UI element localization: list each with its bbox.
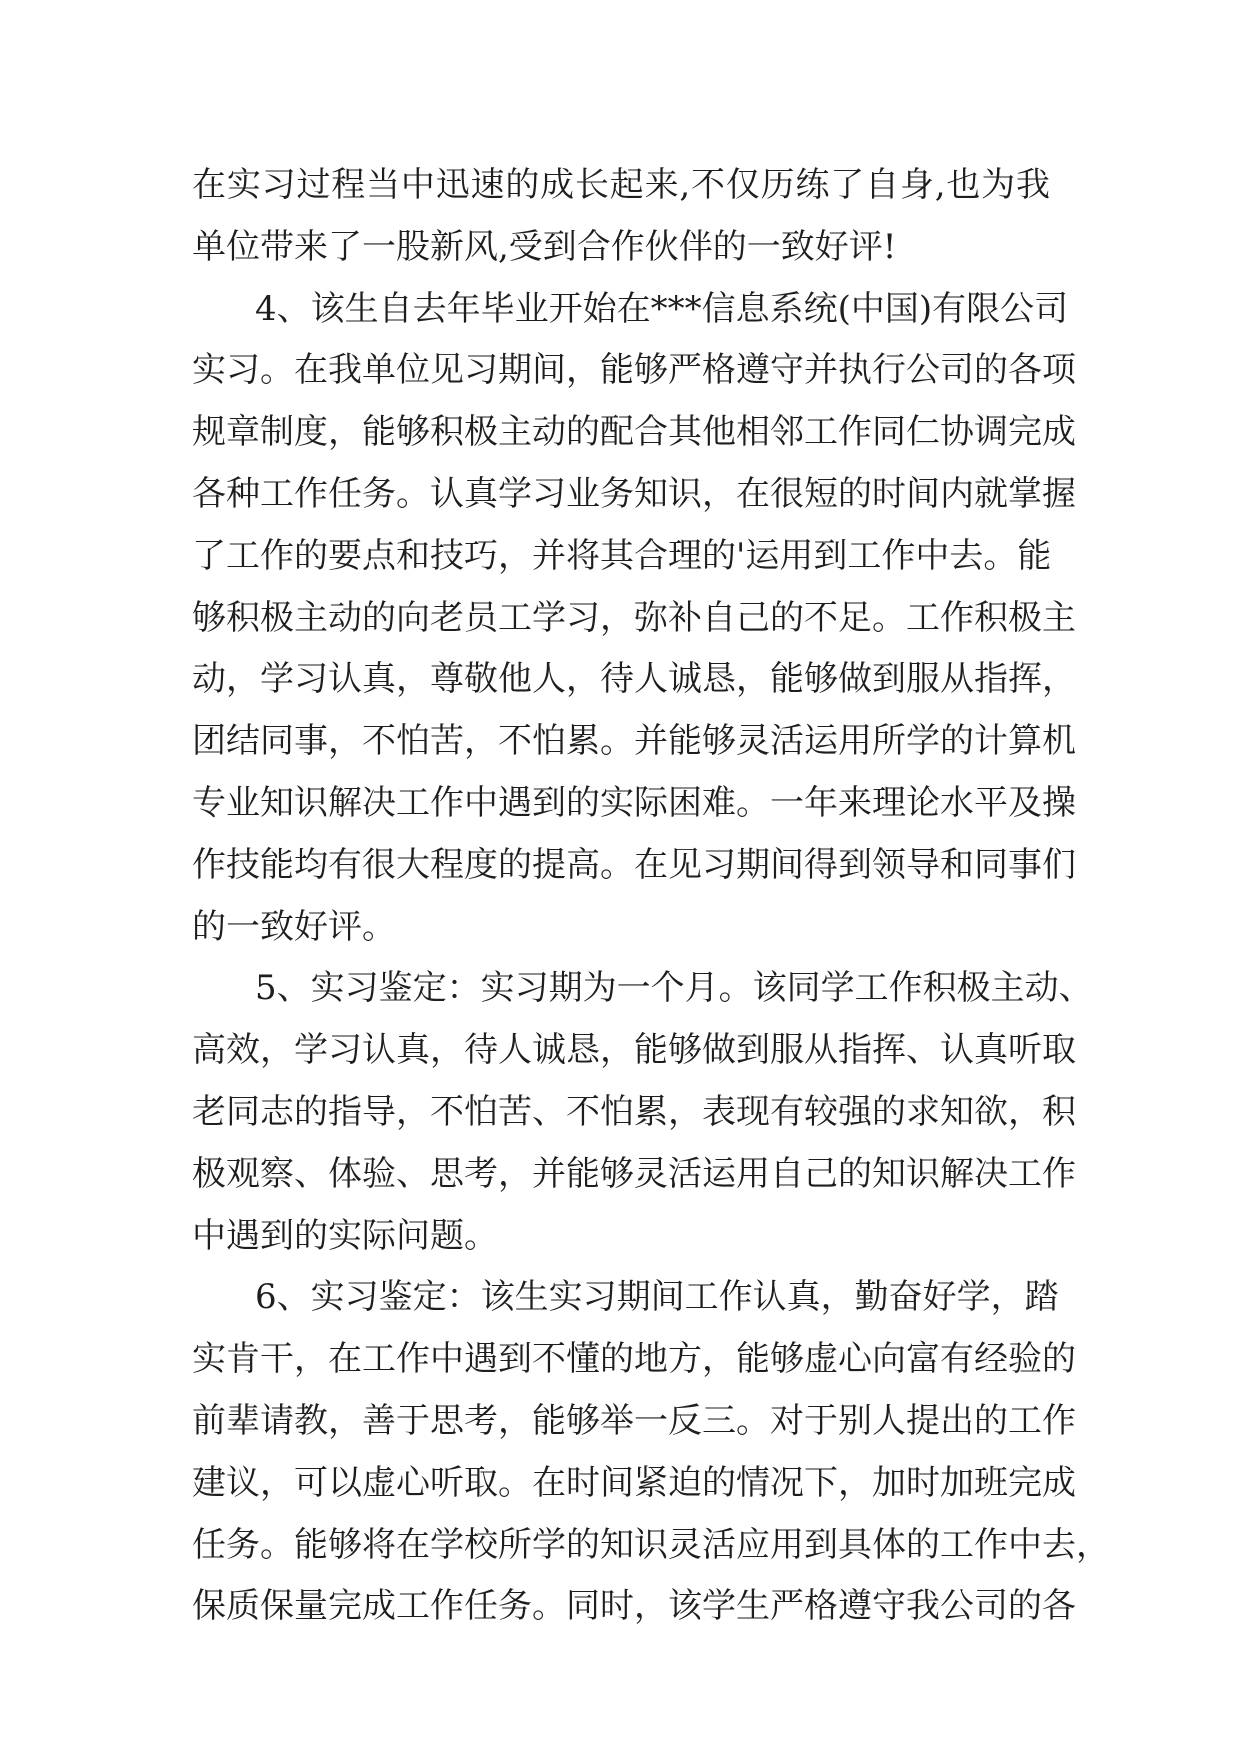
text-line: 规章制度，能够积极主动的配合其他相邻工作同仁协调完成 [192, 412, 1076, 453]
text-line: 作技能均有很大程度的提高。在见习期间得到领导和同事们 [192, 844, 1076, 885]
text-line: 动，学习认真，尊敬他人，待人诚恳，能够做到服从指挥， [192, 659, 1076, 700]
text-line: 保质保量完成工作任务。同时，该学生严格遵守我公司的各 [192, 1586, 1076, 1627]
text-line: 实肯干，在工作中遇到不懂的地方，能够虚心向富有经验的 [192, 1339, 1076, 1380]
text-line: 的一致好评。 [192, 906, 396, 947]
text-line: 4、该生自去年毕业开始在***信息系统(中国)有限公司 [255, 288, 1069, 329]
text-line: 5、实习鉴定：实习期为一个月。该同学工作积极主动、 [255, 968, 1093, 1009]
body-text [192, 155, 1110, 1638]
text-line: 了工作的要点和技巧，并将其合理的'运用到工作中去。能 [192, 535, 1052, 576]
text-line: 单位带来了一股新风,受到合作伙伴的一致好评! [192, 226, 897, 267]
text-line: 建议，可以虚心听取。在时间紧迫的情况下，加时加班完成 [192, 1462, 1076, 1503]
text-line: 任务。能够将在学校所学的知识灵活应用到具体的工作中去， [192, 1524, 1110, 1565]
text-line: 够积极主动的向老员工学习，弥补自己的不足。工作积极主 [192, 597, 1076, 638]
text-line: 实习。在我单位见习期间，能够严格遵守并执行公司的各项 [192, 350, 1076, 391]
text-line: 老同志的指导，不怕苦、不怕累，表现有较强的求知欲，积 [192, 1091, 1076, 1132]
text-line: 6、实习鉴定：该生实习期间工作认真，勤奋好学，踏 [255, 1277, 1059, 1318]
text-line: 极观察、体验、思考，并能够灵活运用自己的知识解决工作 [192, 1153, 1076, 1194]
text-line: 专业知识解决工作中遇到的实际困难。一年来理论水平及操 [192, 782, 1076, 823]
text-line: 中遇到的实际问题。 [192, 1215, 498, 1256]
text-line: 各种工作任务。认真学习业务知识，在很短的时间内就掌握 [192, 473, 1076, 514]
text-line: 团结同事，不怕苦，不怕累。并能够灵活运用所学的计算机 [192, 721, 1076, 762]
text-line: 高效，学习认真，待人诚恳，能够做到服从指挥、认真听取 [192, 1030, 1076, 1071]
text-line: 在实习过程当中迅速的成长起来,不仅历练了自身,也为我 [192, 165, 1050, 205]
text-line: 前辈请教，善于思考，能够举一反三。对于别人提出的工作 [192, 1400, 1076, 1441]
